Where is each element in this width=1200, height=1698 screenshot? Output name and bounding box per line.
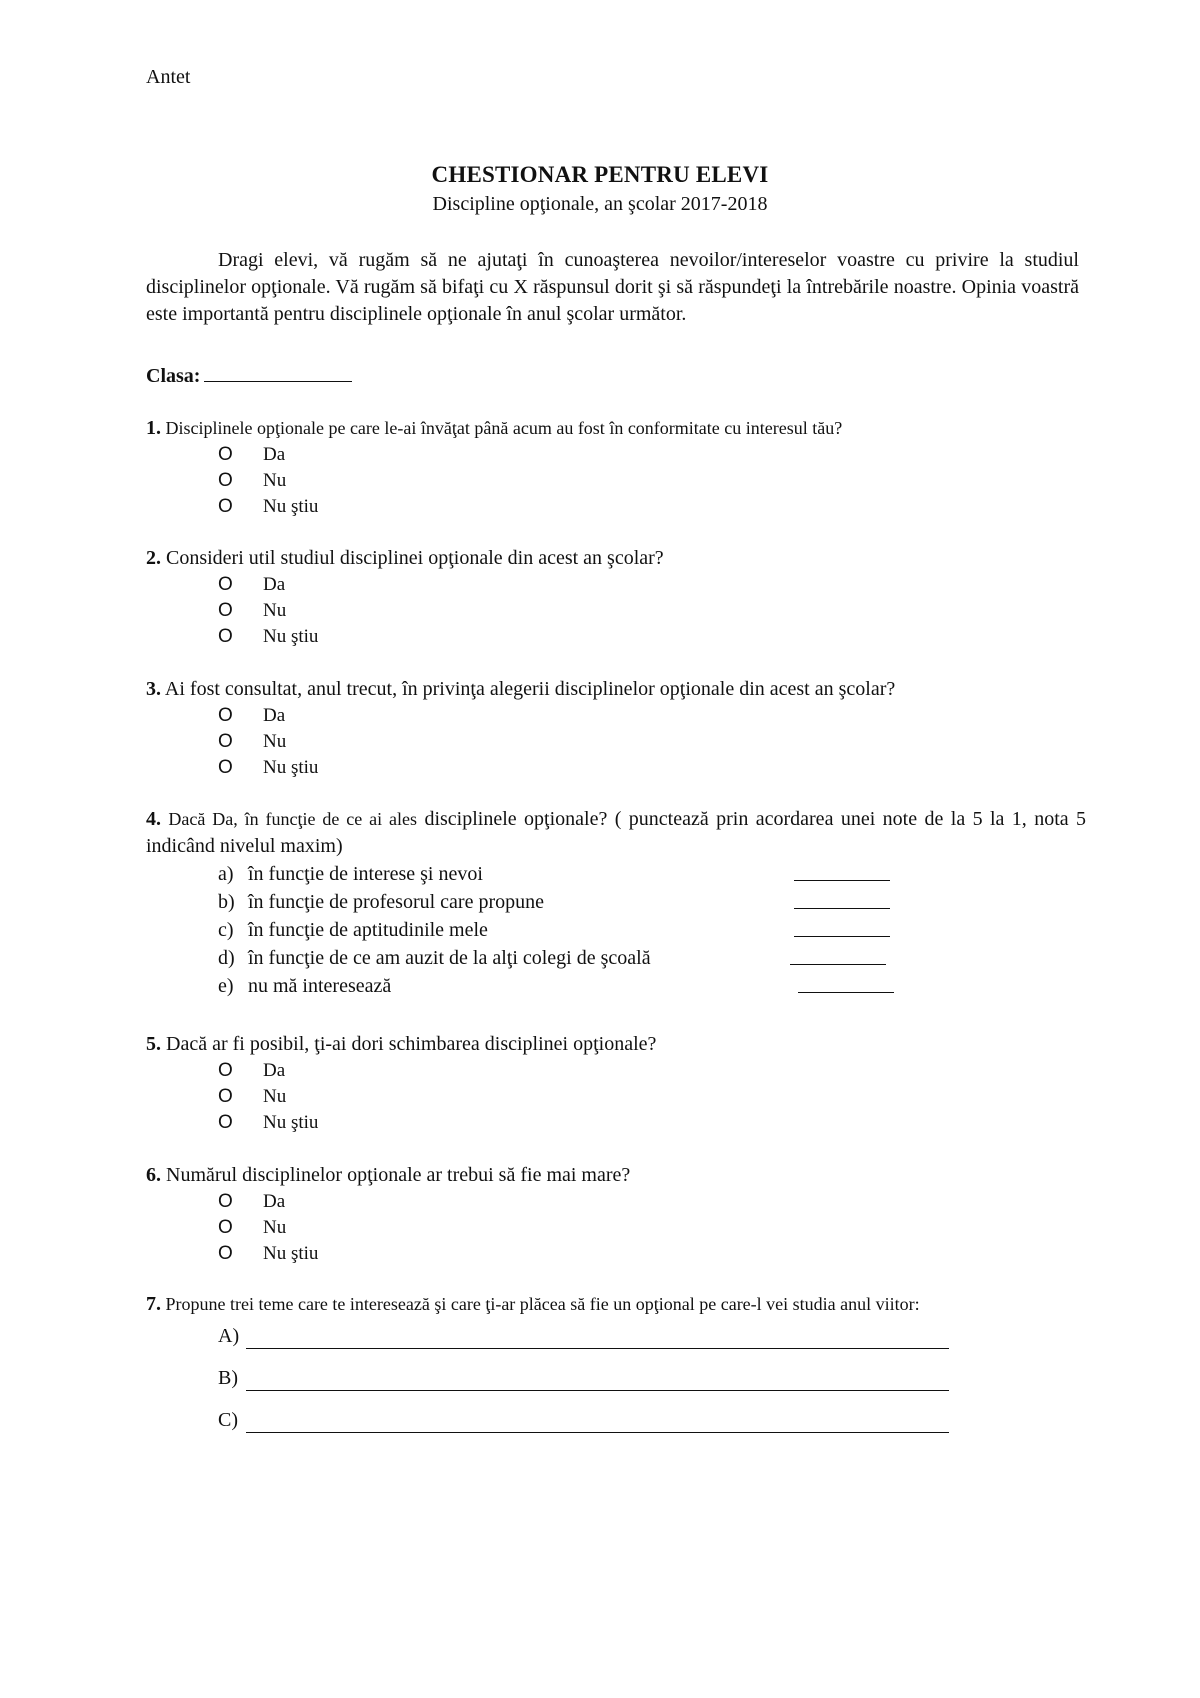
answer-line-a — [146, 1317, 1086, 1359]
score-blank-input[interactable] — [790, 964, 886, 965]
option-nu-stiu[interactable] — [146, 624, 1086, 650]
radio-circle-icon[interactable]: O — [218, 626, 233, 647]
option-nu[interactable] — [146, 468, 1086, 494]
option-label: Da — [263, 1060, 286, 1081]
rating-item-e — [146, 972, 1086, 1000]
radio-circle-icon[interactable]: O — [218, 444, 233, 465]
option-da[interactable] — [146, 1189, 1086, 1215]
option-nu[interactable] — [146, 598, 1086, 624]
item-letter: c) — [218, 919, 234, 941]
radio-circle-icon[interactable]: O — [218, 496, 233, 517]
question-7 — [146, 1292, 1086, 1443]
option-label: Da — [263, 1191, 286, 1212]
item-letter: b) — [218, 891, 235, 913]
option-label: Nu — [263, 731, 287, 752]
question-1 — [146, 415, 1086, 520]
option-label: Nu — [263, 600, 287, 621]
document-subtitle: Discipline opţionale, an şcolar 2017-2018 — [432, 193, 768, 215]
option-label: Da — [263, 705, 286, 726]
option-label: Nu — [263, 1217, 287, 1238]
option-label: Nu ştiu — [263, 1112, 319, 1133]
question-text: Ai fost consultat, anul trecut, în privinţa alegerii disciplinelor opţionale din acest an şcolar? — [164, 678, 896, 700]
rating-item-a — [146, 860, 1086, 888]
question-6 — [146, 1162, 1086, 1267]
radio-circle-icon[interactable]: O — [218, 1060, 233, 1081]
item-text: nu mă interesează — [248, 975, 392, 997]
option-da[interactable] — [146, 572, 1086, 598]
answer-line-b — [146, 1359, 1086, 1401]
score-blank-input[interactable] — [798, 992, 894, 993]
answer-letter: C) — [218, 1409, 238, 1431]
question-number: 6. — [146, 1164, 161, 1186]
score-blank-input[interactable] — [794, 880, 890, 881]
question-2 — [146, 545, 1086, 650]
answer-options — [146, 703, 1086, 781]
question-text: Dacă ar fi posibil, ţi-ai dori schimbarea disciplinei opţionale? — [166, 1033, 657, 1055]
option-nu-stiu[interactable] — [146, 1241, 1086, 1267]
intro-paragraph: Dragi elevi, vă rugăm să ne ajutaţi în cunoaşterea nevoilor/intereselor voastre cu privire la studiul disciplinelor opţionale. Vă rugăm să bifaţi cu X răspunsul dorit şi să răspundeţi la întrebările noastre. Opinia voastră este importantă pentru disciplinele opţionale în anul şcolar următor. — [146, 249, 1079, 325]
option-nu-stiu[interactable] — [146, 1110, 1086, 1136]
answer-options — [146, 442, 1086, 520]
class-label: Clasa: — [146, 365, 201, 387]
answer-letter: B) — [218, 1367, 238, 1389]
option-label: Nu ştiu — [263, 496, 319, 517]
question-number: 5. — [146, 1033, 161, 1055]
class-field — [146, 361, 352, 388]
answer-options — [146, 572, 1086, 650]
option-label: Nu — [263, 1086, 287, 1107]
question-text-part1: Dacă Da, în funcţie de ce ai ales — [168, 809, 418, 829]
answer-options — [146, 1189, 1086, 1267]
question-3 — [146, 676, 1086, 781]
question-text: Numărul disciplinelor opţionale ar trebui să fie mai mare? — [166, 1164, 631, 1186]
radio-circle-icon[interactable]: O — [218, 1243, 233, 1264]
radio-circle-icon[interactable]: O — [218, 574, 233, 595]
option-da[interactable] — [146, 703, 1086, 729]
question-number: 4. — [146, 808, 161, 830]
item-text: în funcţie de interese şi nevoi — [248, 863, 483, 885]
radio-circle-icon[interactable]: O — [218, 1086, 233, 1107]
option-da[interactable] — [146, 442, 1086, 468]
answer-input-line[interactable] — [246, 1390, 949, 1391]
score-blank-input[interactable] — [794, 936, 890, 937]
option-label: Nu ştiu — [263, 626, 319, 647]
radio-circle-icon[interactable]: O — [218, 1191, 233, 1212]
answer-line-c — [146, 1401, 1086, 1443]
option-nu[interactable] — [146, 729, 1086, 755]
rating-item-b — [146, 888, 1086, 916]
option-label: Da — [263, 574, 286, 595]
answer-options — [146, 1058, 1086, 1136]
class-input-line[interactable] — [204, 361, 352, 382]
option-label: Nu ştiu — [263, 1243, 319, 1264]
answer-input-line[interactable] — [246, 1432, 949, 1433]
radio-circle-icon[interactable]: O — [218, 731, 233, 752]
question-4 — [146, 806, 1086, 1000]
question-text-part2: disciplinele opţionale? ( punctează prin acordarea unei note de la 5 la 1, nota 5 indicând nivelul maxim) — [146, 808, 1087, 857]
question-5 — [146, 1031, 1086, 1136]
radio-circle-icon[interactable]: O — [218, 705, 233, 726]
answer-letter: A) — [218, 1325, 240, 1347]
document-title: CHESTIONAR PENTRU ELEVI — [431, 162, 769, 187]
radio-circle-icon[interactable]: O — [218, 470, 233, 491]
question-number: 3. — [146, 678, 161, 700]
option-nu[interactable] — [146, 1215, 1086, 1241]
option-label: Da — [263, 444, 286, 465]
question-number: 2. — [146, 547, 161, 569]
option-label: Nu ştiu — [263, 757, 319, 778]
header-note: Antet — [146, 66, 191, 88]
option-nu-stiu[interactable] — [146, 494, 1086, 520]
question-text: Propune trei teme care te interesează şi care ţi-ar plăcea să fie un opţional pe care-l vei studia anul viitor: — [165, 1294, 920, 1314]
question-number: 7. — [146, 1293, 161, 1315]
item-letter: e) — [218, 975, 234, 997]
item-letter: d) — [218, 947, 235, 969]
question-text: Consideri util studiul disciplinei opţionale din acest an şcolar? — [166, 547, 664, 569]
item-text: în funcţie de ce am auzit de la alţi colegi de şcoală — [248, 947, 651, 969]
option-label: Nu — [263, 470, 287, 491]
item-letter: a) — [218, 863, 234, 885]
answer-lines — [146, 1317, 1086, 1443]
question-text: Disciplinele opţionale pe care le-ai învăţat până acum au fost în conformitate cu interesul tău? — [165, 418, 843, 438]
option-da[interactable] — [146, 1058, 1086, 1084]
radio-circle-icon[interactable]: O — [218, 600, 233, 621]
score-blank-input[interactable] — [794, 908, 890, 909]
radio-circle-icon[interactable]: O — [218, 1112, 233, 1133]
option-nu-stiu[interactable] — [146, 755, 1086, 781]
rating-item-d — [146, 944, 1086, 972]
question-number: 1. — [146, 417, 161, 439]
item-text: în funcţie de aptitudinile mele — [248, 919, 488, 941]
rating-items — [146, 860, 1086, 1000]
answer-input-line[interactable] — [246, 1348, 949, 1349]
rating-item-c — [146, 916, 1086, 944]
radio-circle-icon[interactable]: O — [218, 757, 233, 778]
item-text: în funcţie de profesorul care propune — [248, 891, 544, 913]
radio-circle-icon[interactable]: O — [218, 1217, 233, 1238]
option-nu[interactable] — [146, 1084, 1086, 1110]
